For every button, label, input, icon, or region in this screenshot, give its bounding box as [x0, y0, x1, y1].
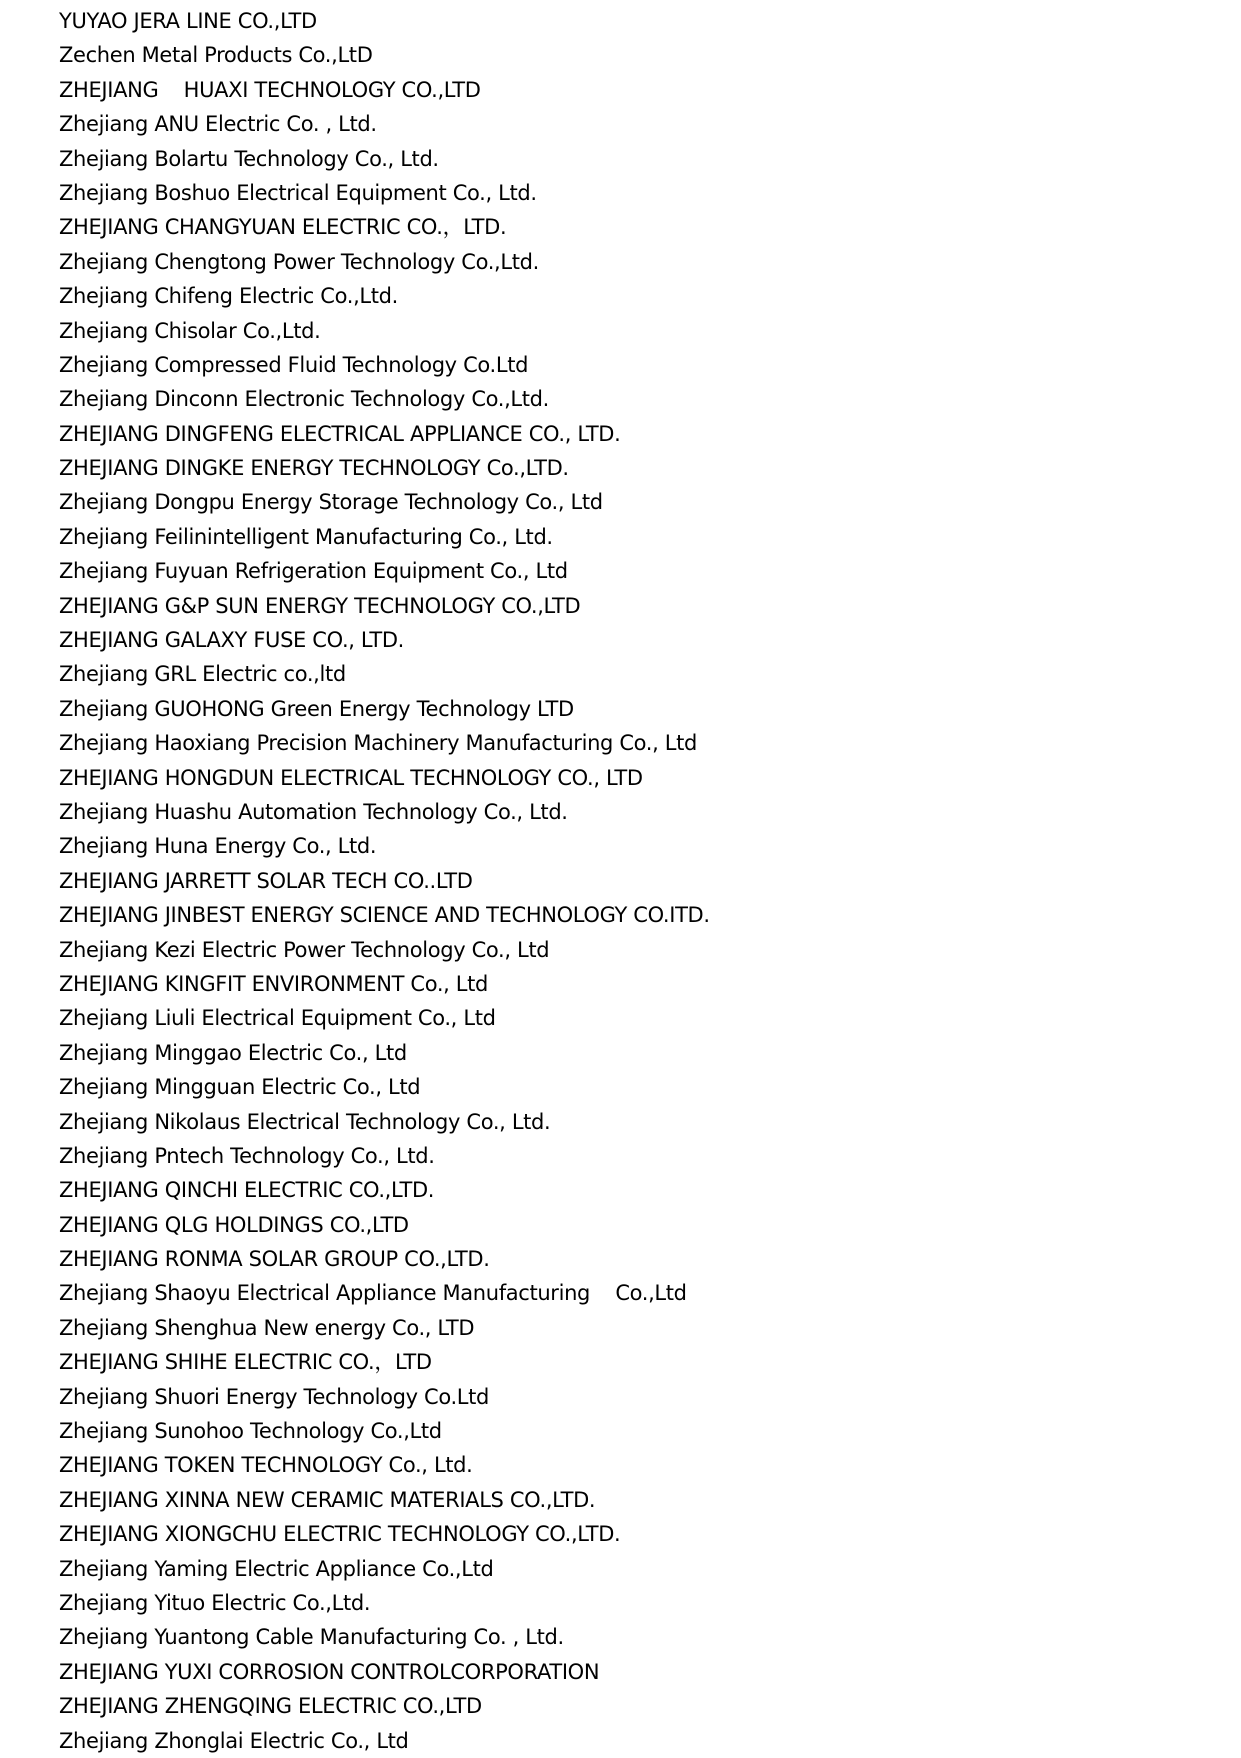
company-name: Zhejiang Huna Energy Co., Ltd.: [59, 834, 377, 859]
company-name: Zhejiang Shuori Energy Technology Co.Ltd: [59, 1384, 489, 1409]
company-name: ZHEJIANG XIONGCHU ELECTRIC TECHNOLOGY CO.,LTD.: [59, 1522, 621, 1547]
company-name: Zhejiang Dongpu Energy Storage Technology Co., Ltd: [59, 490, 603, 515]
company-name: Zhejiang Liuli Electrical Equipment Co., Ltd: [59, 1006, 496, 1031]
company-name: Zhejiang Haoxiang Precision Machinery Manufacturing Co., Ltd: [59, 731, 697, 756]
company-name: ZHEJIANG RONMA SOLAR GROUP CO.,LTD.: [59, 1247, 490, 1272]
company-name: Zhejiang Sunohoo Technology Co.,Ltd: [59, 1419, 442, 1444]
company-name: ZHEJIANG YUXI CORROSION CONTROLCORPORATION: [59, 1659, 600, 1684]
company-name: ZHEJIANG ZHENGQING ELECTRIC CO.,LTD: [59, 1694, 482, 1719]
company-name: ZHEJIANG SHIHE ELECTRIC CO.，LTD: [59, 1350, 432, 1375]
company-name: ZHEJIANG CHANGYUAN ELECTRIC CO.，LTD.: [59, 215, 507, 240]
company-name: YUYAO JERA LINE CO.,LTD: [59, 9, 317, 33]
company-name: Zhejiang Huashu Automation Technology Co., Ltd.: [59, 799, 568, 824]
company-name: ZHEJIANG XINNA NEW CERAMIC MATERIALS CO.,LTD.: [59, 1487, 596, 1512]
company-name: ZHEJIANG JINBEST ENERGY SCIENCE AND TECHNOLOGY CO.ITD.: [59, 903, 710, 928]
company-name: ZHEJIANG DINGFENG ELECTRICAL APPLIANCE CO., LTD.: [59, 421, 621, 446]
company-name: Zhejiang Yuantong Cable Manufacturing Co. , Ltd.: [59, 1625, 564, 1650]
company-name: Zhejiang Kezi Electric Power Technology Co., Ltd: [59, 937, 550, 962]
company-name: Zhejiang Mingguan Electric Co., Ltd: [59, 1075, 421, 1100]
company-name: Zhejiang Yaming Electric Appliance Co.,Ltd: [59, 1556, 494, 1581]
company-name: Zhejiang Minggao Electric Co., Ltd: [59, 1040, 407, 1065]
company-name: Zhejiang Fuyuan Refrigeration Equipment Co., Ltd: [59, 559, 568, 584]
company-name: ZHEJIANG TOKEN TECHNOLOGY Co., Ltd.: [59, 1453, 473, 1478]
company-name: Zhejiang Compressed Fluid Technology Co.Ltd: [59, 352, 529, 377]
company-name: Zhejiang Pntech Technology Co., Ltd.: [59, 1143, 435, 1168]
company-name: ZHEJIANG HONGDUN ELECTRICAL TECHNOLOGY CO., LTD: [59, 765, 643, 790]
company-name: ZHEJIANG HUAXI TECHNOLOGY CO.,LTD: [59, 77, 481, 102]
company-name: ZHEJIANG JARRETT SOLAR TECH CO..LTD: [59, 868, 473, 893]
company-name: ZHEJIANG QLG HOLDINGS CO.,LTD: [59, 1212, 409, 1237]
company-name: Zhejiang Chifeng Electric Co.,Ltd.: [59, 284, 398, 309]
company-name: Zhejiang ANU Electric Co. , Ltd.: [59, 112, 377, 137]
company-name: Zhejiang GUOHONG Green Energy Technology LTD: [59, 696, 574, 721]
company-name: Zhejiang Yituo Electric Co.,Ltd.: [59, 1590, 371, 1615]
company-name: ZHEJIANG KINGFIT ENVIRONMENT Co., Ltd: [59, 971, 489, 996]
company-name: Zhejiang Nikolaus Electrical Technology Co., Ltd.: [59, 1109, 551, 1134]
company-name: Zechen Metal Products Co.,LtD: [59, 43, 373, 68]
company-name: Zhejiang Dinconn Electronic Technology Co.,Ltd.: [59, 387, 549, 412]
company-name: Zhejiang GRL Electric co.,ltd: [59, 662, 346, 687]
company-list: [59, 4, 710, 1758]
company-name: ZHEJIANG GALAXY FUSE CO., LTD.: [59, 628, 405, 653]
company-name: Zhejiang Shenghua New energy Co., LTD: [59, 1315, 475, 1340]
company-name: Zhejiang Shaoyu Electrical Appliance Manufacturing Co.,Ltd: [59, 1281, 687, 1306]
company-name: Zhejiang Chisolar Co.,Ltd.: [59, 318, 321, 343]
company-name: ZHEJIANG DINGKE ENERGY TECHNOLOGY Co.,LTD.: [59, 456, 569, 481]
company-name: Zhejiang Bolartu Technology Co., Ltd.: [59, 146, 439, 171]
company-name: ZHEJIANG QINCHI ELECTRIC CO.,LTD.: [59, 1178, 435, 1203]
company-name: ZHEJIANG G&P SUN ENERGY TECHNOLOGY CO.,LTD: [59, 593, 581, 618]
company-name: Zhejiang Boshuo Electrical Equipment Co., Ltd.: [59, 180, 537, 205]
company-name: Zhejiang Zhonglai Electric Co., Ltd: [59, 1728, 409, 1753]
company-name: Zhejiang Chengtong Power Technology Co.,Ltd.: [59, 249, 539, 274]
company-name: Zhejiang Feilinintelligent Manufacturing Co., Ltd.: [59, 524, 553, 549]
